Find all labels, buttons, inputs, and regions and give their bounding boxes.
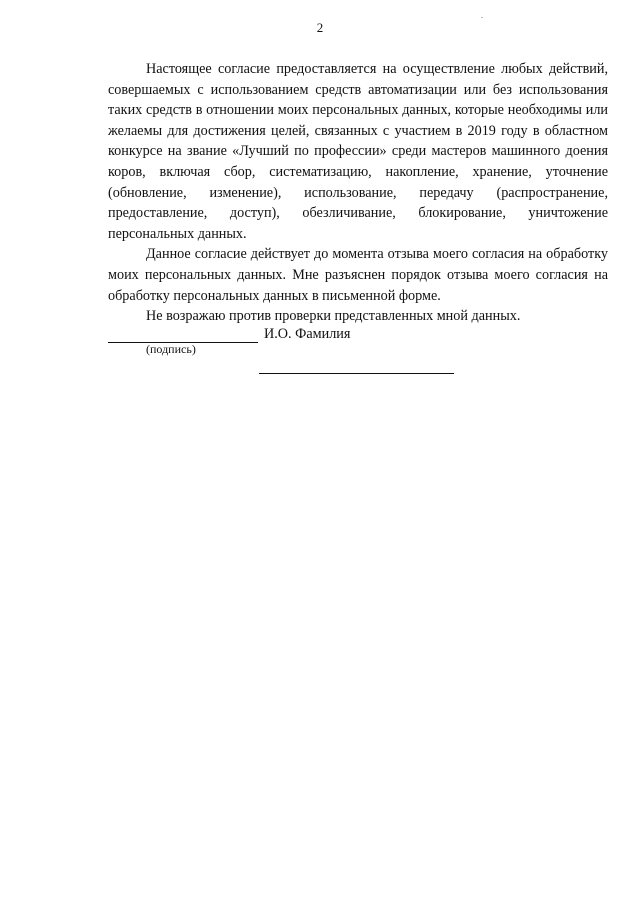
page-number: 2 <box>316 20 324 35</box>
consent-paragraph: Настоящее согласие предоставляется на осуществление любых действий, совершаемых с использованием средств автоматизации или без использования таких средств в отношении моих персональных данных, которые необходимы или желаемы для достижения целей, связанных с участием в 2019 году в областном конкурсе на звание «Лучший по профессии» среди мастеров машинного доения коров, включая сбор, систематизацию, накопление, хранение, уточнение (обновление, изменение), использование, передачу (распространение, предоставление, доступ), обезличивание, блокирование, уничтожение персональных данных. <box>108 61 608 242</box>
verification-paragraph: Не возражаю против проверки представленных мной данных. <box>146 308 521 325</box>
withdrawal-paragraph: Данное согласие действует до момента отзыва моего согласия на обработку моих персональных данных. Мне разъяснен порядок отзыва моего согласия на обработку персональных данных в письменной форме. <box>108 246 608 304</box>
signatory-name: И.О. Фамилия <box>264 326 351 342</box>
document-body <box>108 59 608 327</box>
scan-artifact <box>481 17 483 18</box>
end-separator-line <box>259 373 454 374</box>
signature-caption: (подпись) <box>146 342 196 356</box>
